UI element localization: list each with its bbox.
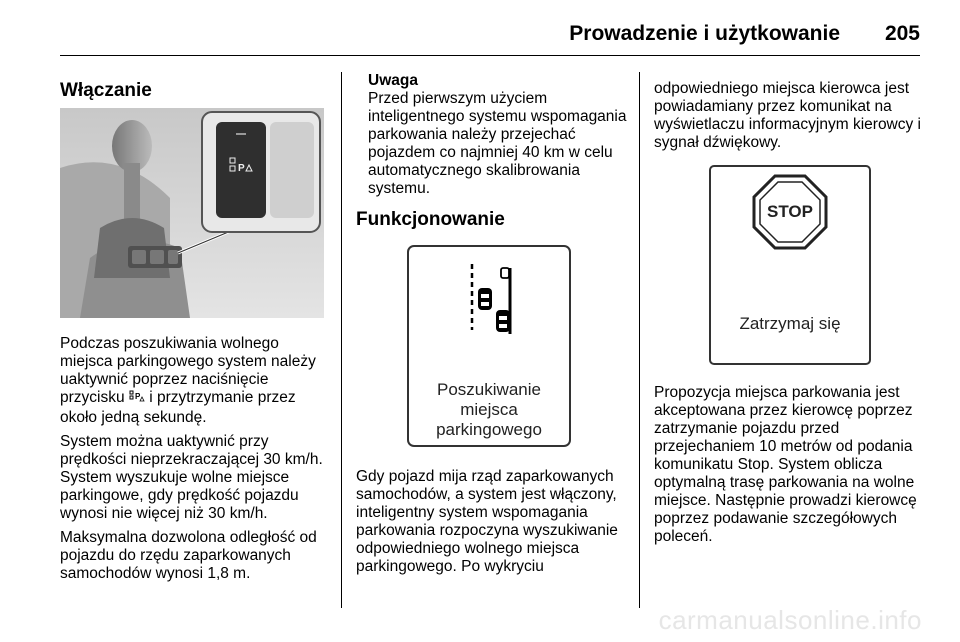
paragraph: System można uaktywnić przy prędkości nieprzekraczającej 30 km/h. System wyszukuje wolne miejsce parkingowe, gdy prędkość pojazdu wynosi nie więcej niż 30 km/h.	[60, 433, 323, 522]
note-text: Przed pierwszym użyciem inteligentnego systemu wspomagania parkowania należy przejechać pojazdem co najmniej 40 km w celu automatycznego skalibrowania systemu.	[368, 90, 627, 197]
header-title: Prowadzenie i użytkowanie	[569, 22, 840, 45]
stop-sign-text: STOP	[767, 202, 813, 221]
car-icon	[478, 288, 492, 310]
display-figure-stop	[654, 164, 918, 372]
figure-text: parkingowego	[436, 420, 542, 439]
svg-text:P: P	[134, 392, 141, 401]
paragraph	[60, 335, 330, 427]
section-heading-operation: Funkcjonowanie	[356, 209, 505, 230]
paragraph: Propozycja miejsca parkowania jest akceptowana przez kierowcę poprzez zatrzymanie pojazdu przed przejechaniem 10 metrów od podania komunikatu Stop. System oblicza optymalną trasę parkowania na wolne miejsce. Następnie prowadzi kierowcę poprzez podawanie szczegółowych poleceń.	[654, 384, 917, 545]
text-span: i przytrzymanie przez około jedną sekundę.	[60, 389, 296, 426]
watermark: carmanualsonline.info	[658, 605, 922, 635]
park-assist-icon	[129, 390, 145, 409]
column-2-text	[356, 468, 626, 582]
page-header	[60, 12, 920, 56]
figure-text: miejsca	[460, 400, 518, 419]
paragraph: Maksymalna dozwolona odległość od pojazdu do rzędu zaparkowanych samochodów wynosi 1,8 m.	[60, 529, 317, 582]
column-3-text	[654, 384, 924, 552]
svg-text:P: P	[238, 163, 245, 174]
column-divider	[341, 72, 342, 608]
note-title: Uwaga	[368, 72, 418, 89]
text-span: Podczas poszukiwania wolnego miejsca parkingowego system należy uaktywnić poprzez naciśnięcie przycisku	[60, 335, 316, 406]
column-3-intro: odpowiedniego miejsca kierowca jest powiadamiany przez komunikat na wyświetlaczu informacyjnym kierowcy i sygnał dźwiękowy.	[654, 80, 922, 151]
figure-text: Poszukiwanie	[437, 380, 541, 399]
page-number: 205	[884, 22, 920, 45]
paragraph: Gdy pojazd mija rząd zaparkowanych samochodów, a system jest włączony, inteligentny system wspomagania parkowania rozpoczyna wyszukiwanie odpowiedniego wolnego miejsca parkingowego. Po wykryciu	[356, 468, 618, 575]
figure-caption: Zatrzymaj się	[739, 314, 841, 333]
car-icon	[496, 310, 510, 332]
column-1-text	[60, 335, 330, 589]
note-box	[368, 72, 630, 198]
display-figure-searching	[356, 242, 620, 450]
column-divider	[639, 72, 640, 608]
gear-console-photo	[60, 108, 324, 318]
section-heading-activation: Włączanie	[60, 80, 152, 101]
